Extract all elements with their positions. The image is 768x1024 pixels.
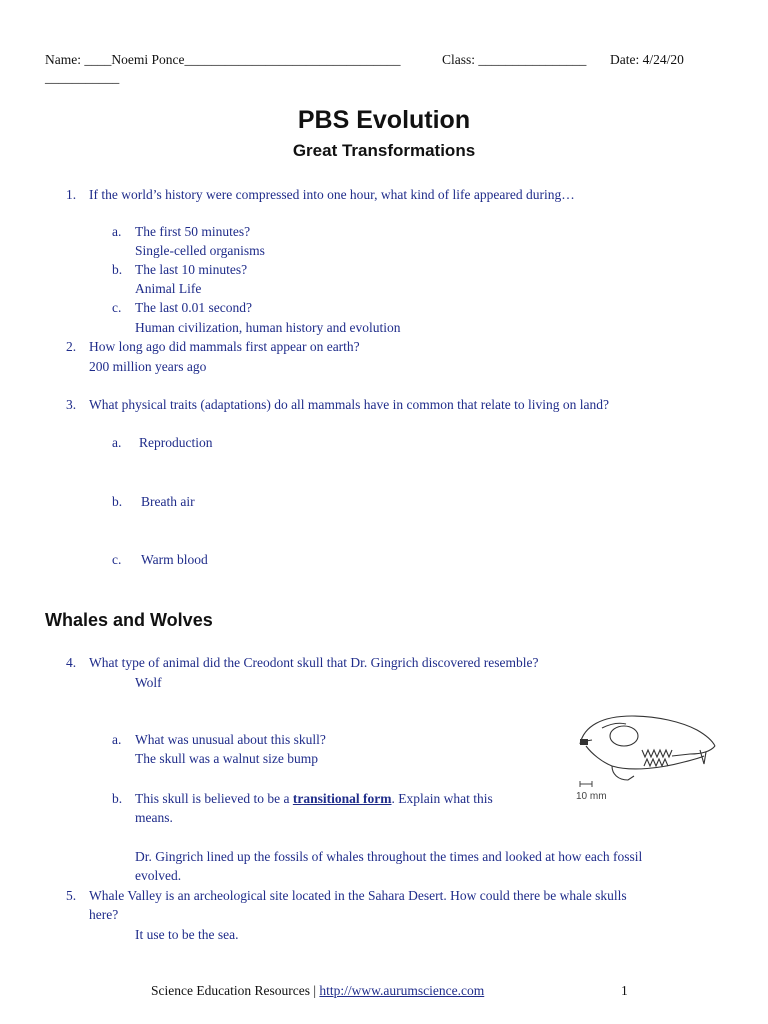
class-label: Class: bbox=[442, 52, 476, 67]
q4b-answer-line2: evolved. bbox=[135, 868, 182, 883]
q1c-answer: Human civilization, human history and evolution bbox=[135, 320, 401, 335]
name-value: ____Noemi Ponce________________________________ bbox=[84, 52, 401, 67]
date-label: Date: bbox=[610, 52, 640, 67]
q4b-text-post: . Explain what this bbox=[391, 791, 493, 806]
creodont-skull-figure bbox=[572, 706, 722, 806]
q2-answer: 200 million years ago bbox=[89, 359, 207, 374]
q4b-letter: b. bbox=[112, 791, 123, 806]
q1a-answer: Single-celled organisms bbox=[135, 243, 265, 258]
q4b-text-line2: means. bbox=[135, 810, 173, 825]
q1c-text: The last 0.01 second? bbox=[135, 300, 252, 315]
footer-text: Science Education Resources | bbox=[151, 983, 317, 998]
q2-text: How long ago did mammals first appear on earth? bbox=[89, 339, 360, 354]
q5-text-line1: Whale Valley is an archeological site located in the Sahara Desert. How could there be whale skulls bbox=[89, 888, 627, 903]
q2-number: 2. bbox=[66, 339, 77, 354]
q4-text: What type of animal did the Creodont skull that Dr. Gingrich discovered resemble? bbox=[89, 655, 539, 670]
q3b-answer: Breath air bbox=[141, 494, 195, 509]
q3b-letter: b. bbox=[112, 494, 123, 509]
q1-text: If the world’s history were compressed into one hour, what kind of life appeared during… bbox=[89, 187, 575, 202]
date-value: 4/24/20 bbox=[642, 52, 684, 67]
q3-text: What physical traits (adaptations) do all mammals have in common that relate to living on land? bbox=[89, 397, 609, 412]
q3c-letter: c. bbox=[112, 552, 122, 567]
footer-link[interactable]: http://www.aurumscience.com bbox=[319, 983, 485, 998]
q1b-text: The last 10 minutes? bbox=[135, 262, 248, 277]
scale-label: 10 mm bbox=[576, 791, 607, 802]
transitional-form-link[interactable]: transitional form bbox=[292, 791, 392, 806]
section-heading: Whales and Wolves bbox=[45, 610, 213, 630]
q5-answer: It use to be the sea. bbox=[135, 927, 239, 942]
q4b-answer-line1: Dr. Gingrich lined up the fossils of whales throughout the times and looked at how each fossil bbox=[135, 849, 643, 864]
date-line bbox=[610, 52, 684, 68]
q5-text-line2: here? bbox=[89, 907, 119, 922]
class-line bbox=[442, 52, 586, 68]
name-label: Name: bbox=[45, 52, 81, 67]
name-line bbox=[45, 52, 401, 68]
q4b-text bbox=[135, 791, 493, 807]
q1b-letter: b. bbox=[112, 262, 123, 277]
q1b-answer: Animal Life bbox=[135, 281, 202, 296]
q4b-text-pre: This skull is believed to be a bbox=[135, 791, 290, 806]
q3a-letter: a. bbox=[112, 435, 122, 450]
date-continuation: ___________ bbox=[45, 70, 120, 85]
q4a-letter: a. bbox=[112, 732, 122, 747]
page-subtitle: Great Transformations bbox=[292, 141, 476, 160]
page-title: PBS Evolution bbox=[297, 106, 471, 134]
q4-number: 4. bbox=[66, 655, 77, 670]
q1c-letter: c. bbox=[112, 300, 122, 315]
q3-number: 3. bbox=[66, 397, 77, 412]
footer bbox=[151, 983, 484, 999]
q3c-answer: Warm blood bbox=[141, 552, 208, 567]
q5-number: 5. bbox=[66, 888, 77, 903]
q1-number: 1. bbox=[66, 187, 77, 202]
scale-bar bbox=[580, 781, 592, 787]
q1a-text: The first 50 minutes? bbox=[135, 224, 251, 239]
q3a-answer: Reproduction bbox=[139, 435, 213, 450]
class-value: ________________ bbox=[478, 52, 587, 67]
skull-outline bbox=[580, 716, 715, 746]
q4a-text: What was unusual about this skull? bbox=[135, 732, 326, 747]
q4a-answer: The skull was a walnut size bump bbox=[135, 751, 318, 766]
q1a-letter: a. bbox=[112, 224, 122, 239]
q4-answer: Wolf bbox=[135, 675, 162, 690]
page-number: 1 bbox=[621, 983, 628, 998]
